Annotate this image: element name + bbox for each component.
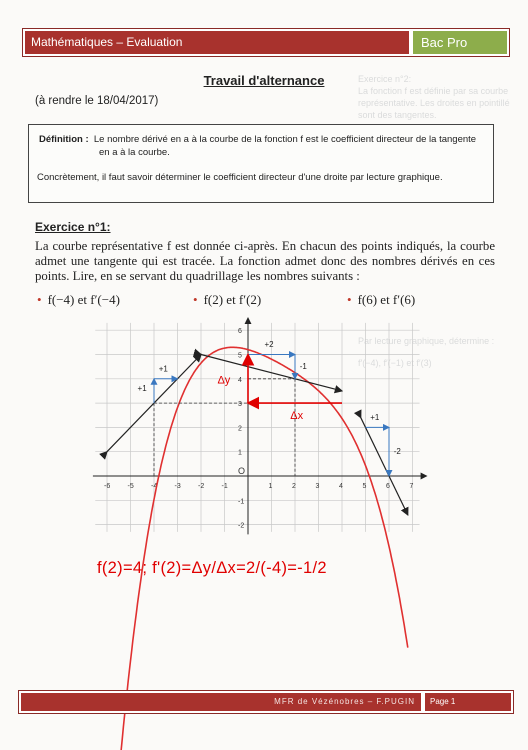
x-tick-label: -2 [198, 483, 205, 490]
graph-tick-labels [104, 328, 414, 529]
level-badge: Bac Pro [413, 31, 507, 54]
x-tick-label: 1 [268, 483, 273, 490]
x-tick-label: O [237, 466, 245, 476]
ghost-read: Par lecture graphique, détermine : [358, 336, 495, 346]
y-tick-label: -2 [238, 522, 245, 530]
question-text-3: f(6) et f′(6) [357, 292, 416, 307]
step-label-plus1-up: +1 [137, 383, 147, 393]
subject-title: Mathématiques – Evaluation [25, 31, 409, 54]
step-label-minus1: -1 [299, 362, 307, 372]
ghost-title: Exercice n°2: [358, 74, 412, 84]
definition-note: Concrètement, il faut savoir déterminer le coefficient directeur d'une droite par lecture graphique. [37, 172, 443, 183]
y-tick-label: 3 [238, 401, 242, 409]
exercise-title: Exercice n°1: [35, 220, 111, 234]
definition-line [37, 133, 485, 159]
page-title [0, 73, 528, 88]
x-tick-label: 4 [339, 483, 343, 490]
definition-box [28, 124, 494, 203]
header-bar [22, 28, 510, 57]
question-text-1: f(−4) et f′(−4) [47, 292, 120, 307]
x-tick-label: 5 [362, 483, 367, 490]
x-tick-label: -1 [221, 483, 228, 490]
step-label-plus1-c: +1 [370, 413, 380, 423]
y-tick-label: 5 [238, 352, 242, 360]
x-tick-label: 2 [292, 483, 296, 490]
delta-y-label: Δy [217, 374, 231, 387]
ghost-body: La fonction f est définie par sa courbe représentative. Les droites en pointillé sont des tangentes. [358, 86, 510, 120]
delta-x-label: Δx [290, 409, 304, 422]
x-tick-label: 7 [409, 483, 414, 490]
step-label-minus2: -2 [393, 447, 401, 457]
x-tick-label: -4 [151, 483, 158, 490]
graph-axes [93, 318, 427, 534]
question-item-3: • f(6) et f′(6) [347, 292, 416, 307]
y-tick-label: 6 [238, 328, 242, 336]
ghost-ask: f′(−4), f′(−1) et f′(3) [358, 358, 432, 368]
page-title-text: Travail d'alternance [203, 73, 325, 88]
y-tick-label: 4 [238, 376, 242, 384]
answer-annotation: f(2)=4; f'(2)=Δy/Δx=2/(-4)=-1/2 [97, 559, 327, 577]
due-date: (à rendre le 18/04/2017) [35, 95, 159, 107]
x-tick-label: -6 [104, 483, 111, 490]
function-graph [96, 322, 428, 530]
x-tick-label: 3 [315, 483, 320, 490]
question-item-1: • f(−4) et f′(−4) [37, 292, 120, 307]
definition-text: Le nombre dérivé en a à la courbe de la fonction f est le coefficient directeur de la tangente en a à la courbe. [93, 134, 477, 158]
y-tick-label: -1 [238, 498, 245, 506]
question-item-2: • f(2) et f′(2) [193, 292, 262, 307]
x-tick-label: -5 [127, 483, 134, 490]
footer-bar [18, 690, 514, 714]
step-label-plus1-right: +1 [158, 364, 168, 374]
y-tick-label: 1 [238, 449, 242, 457]
step-label-plus2: +2 [264, 340, 274, 350]
question-text-2: f(2) et f′(2) [203, 292, 262, 307]
exercise-statement: La courbe représentative f est donnée ci-après. En chacun des points indiqués, la courbe admet une tangente qui est tracée. La fonction admet donc des nombres dérivés en ces points. Lire, en se servant du quadrillage les nombres suivants : [35, 239, 495, 283]
y-tick-label: 2 [238, 425, 242, 433]
definition-term: Définition : [39, 134, 89, 145]
x-tick-label: -3 [174, 483, 181, 490]
page-number: Page 1 [425, 693, 511, 711]
x-tick-label: 6 [386, 483, 390, 490]
footer-author: MFR de Vézénobres – F.PUGIN [21, 693, 421, 711]
